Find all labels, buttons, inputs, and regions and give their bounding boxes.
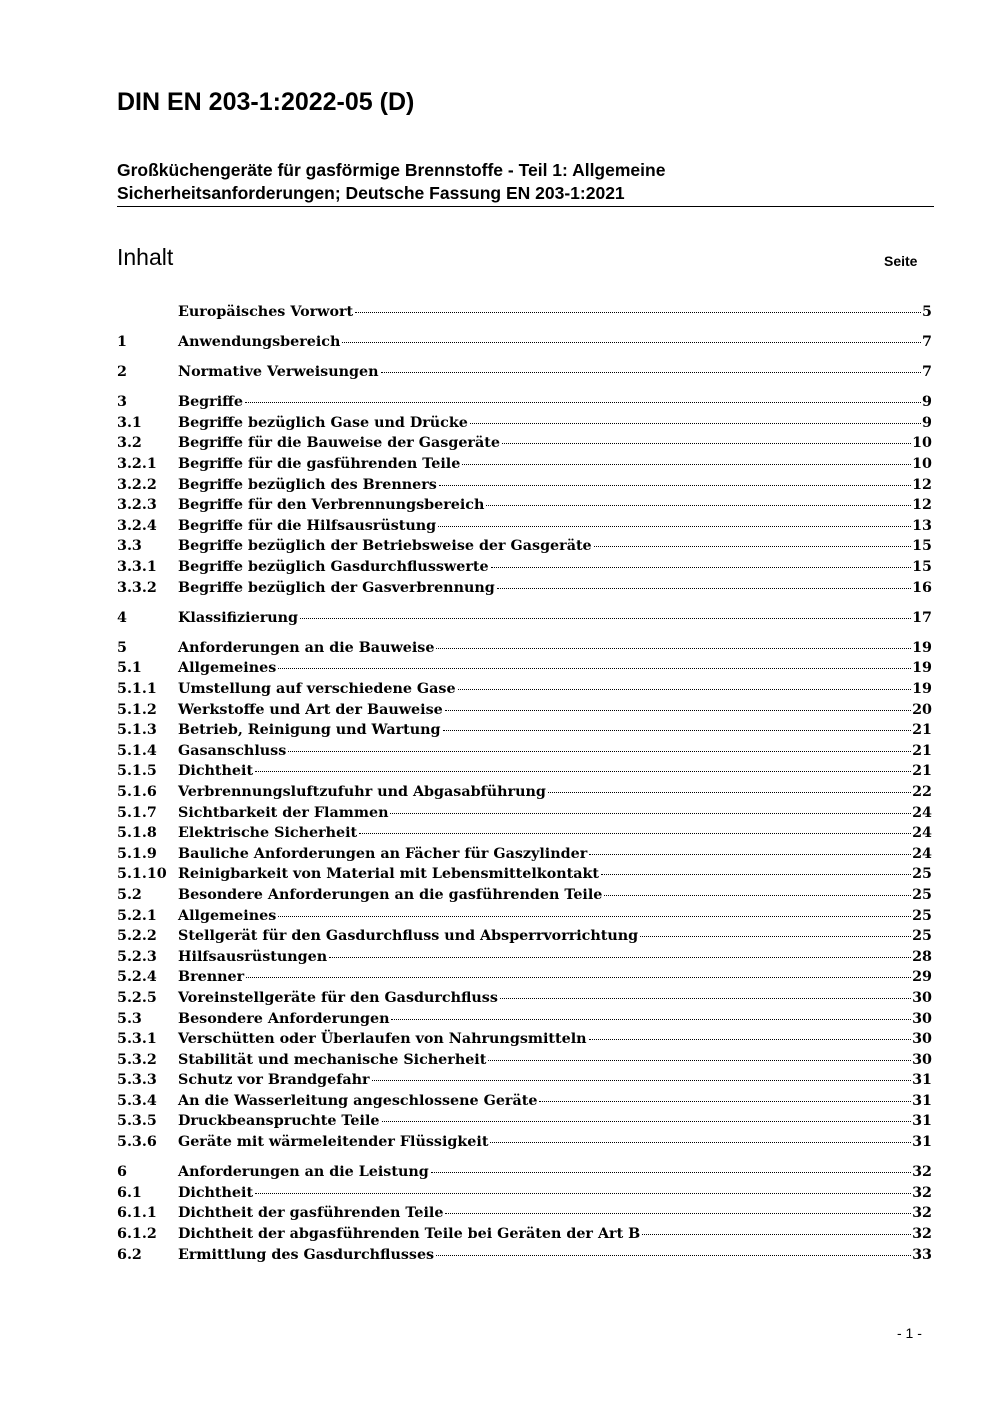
toc-entry-page: 25: [912, 907, 932, 924]
toc-entry-title: Ermittlung des Gasdurchflusses: [178, 1246, 435, 1263]
toc-dot-leader: [355, 312, 921, 313]
toc-entry[interactable]: [117, 885, 932, 906]
toc-entry-title: Brenner: [178, 969, 245, 986]
toc-entry-number: 6.2: [117, 1246, 142, 1263]
toc-entry-number: 5.1.4: [117, 742, 157, 759]
toc-entry-number: 3.2.1: [117, 456, 157, 473]
toc-dot-leader: [490, 1142, 911, 1143]
toc-entry-number: 5.1.8: [117, 825, 157, 842]
toc-dot-leader: [488, 1060, 911, 1061]
toc-dot-leader: [502, 443, 911, 444]
toc-entry[interactable]: [117, 1029, 932, 1050]
toc-entry-page: 19: [912, 660, 932, 677]
toc-entry-page: 32: [912, 1184, 932, 1201]
toc-entry[interactable]: [117, 864, 932, 885]
page-number: - 1 -: [897, 1325, 922, 1341]
toc-entry-page: 7: [922, 334, 932, 351]
toc-entry-title: Begriffe bezüglich des Brenners: [178, 476, 437, 493]
toc-entry[interactable]: [117, 761, 932, 782]
toc-entry[interactable]: [117, 1132, 932, 1153]
toc-dot-leader: [470, 423, 921, 424]
toc-entry[interactable]: [117, 1111, 932, 1132]
toc-entry-title: Reinigbarkeit von Material mit Lebensmittelkontakt: [178, 866, 600, 883]
toc-entry-title: Umstellung auf verschiedene Gase: [178, 681, 456, 697]
toc-entry-title: An die Wasserleitung angeschlossene Geräte: [178, 1092, 538, 1109]
toc-entry-page: 7: [922, 364, 932, 381]
toc-entry-page: 21: [912, 742, 932, 759]
toc-entry-page: 30: [912, 1051, 932, 1068]
toc-entry[interactable]: [117, 1203, 932, 1224]
toc-entry-page: 20: [912, 701, 932, 718]
toc-entry-page: 31: [912, 1134, 932, 1151]
toc-entry-number: 5.1.7: [117, 804, 157, 821]
toc-entry[interactable]: [117, 578, 932, 599]
toc-dot-leader: [390, 813, 911, 814]
toc-dot-leader: [589, 1039, 912, 1040]
toc-entry[interactable]: [117, 1224, 932, 1245]
toc-entry-title: Besondere Anforderungen: [178, 1010, 390, 1027]
toc-entry-title: Dichtheit: [178, 763, 254, 780]
toc-page-column-label: Seite: [884, 253, 918, 269]
toc-entry-number: 5.2: [117, 886, 142, 903]
title-divider: [117, 206, 934, 207]
toc-entry-title: Druckbeanspruchte Teile: [178, 1113, 380, 1130]
toc-entry-number: 6.1: [117, 1184, 142, 1201]
toc-dot-leader: [278, 916, 911, 917]
toc-entry[interactable]: [117, 947, 932, 968]
toc-entry-number: 3.2.3: [117, 497, 157, 514]
toc-entry[interactable]: [117, 475, 932, 496]
toc-dot-leader: [445, 710, 911, 711]
toc-entry-number: 3.3.2: [117, 579, 157, 596]
toc-dot-leader: [589, 854, 911, 855]
toc-entry-page: 32: [912, 1205, 932, 1222]
toc-entry-page: 24: [912, 825, 932, 842]
toc-entry-title: Besondere Anforderungen an die gasführenden Teile: [178, 886, 603, 903]
toc-entry-number: 5.1.3: [117, 722, 157, 739]
toc-dot-leader: [445, 1213, 911, 1214]
toc-entry-title: Verschütten oder Überlaufen von Nahrungsmitteln: [178, 1031, 587, 1048]
toc-entry-page: 24: [912, 804, 932, 821]
toc-dot-leader: [372, 1080, 912, 1081]
toc-entry-page: 21: [912, 763, 932, 780]
toc-dot-leader: [436, 1255, 911, 1256]
toc-entry-title: Gasanschluss: [178, 742, 287, 759]
toc-entry-title: Werkstoffe und Art der Bauweise: [178, 701, 443, 718]
toc-entry-number: 5.1.9: [117, 845, 157, 862]
toc-dot-leader: [539, 1101, 911, 1102]
toc-entry-number: 5.2.1: [117, 907, 157, 924]
toc-entry-page: 12: [912, 497, 932, 514]
toc-entry[interactable]: [117, 844, 932, 865]
toc-entry[interactable]: [117, 720, 932, 741]
toc-entry[interactable]: [117, 679, 932, 700]
toc-dot-leader: [382, 1121, 912, 1122]
toc-entry-number: 5.1.1: [117, 681, 157, 697]
toc-entry[interactable]: [117, 1009, 932, 1030]
toc-entry[interactable]: [117, 700, 932, 721]
toc-entry-page: 22: [912, 783, 932, 800]
toc-entry-title: Geräte mit wärmeleitender Flüssigkeit: [178, 1134, 489, 1151]
toc-entry[interactable]: [117, 392, 932, 413]
toc-entry-page: 9: [922, 414, 932, 431]
toc-dot-leader: [391, 1019, 911, 1020]
toc-entry-page: 31: [912, 1113, 932, 1130]
toc-dot-leader: [436, 648, 911, 649]
toc-dot-leader: [246, 977, 911, 978]
toc-entry-page: 10: [912, 456, 932, 473]
toc-entry-page: 30: [912, 1031, 932, 1048]
toc-dot-leader: [604, 895, 911, 896]
toc-entry-page: 19: [912, 639, 932, 656]
toc-dot-leader: [342, 342, 921, 343]
toc-entry-page: 25: [912, 928, 932, 945]
toc-entry-page: 32: [912, 1164, 932, 1181]
toc-entry-page: 30: [912, 1010, 932, 1027]
subtitle-line-1: Großküchengeräte für gasförmige Brennstoffe - Teil 1: Allgemeine: [117, 160, 666, 180]
toc-entry-title: Anforderungen an die Leistung: [178, 1164, 429, 1181]
toc-entry-title: Sichtbarkeit der Flammen: [178, 804, 389, 821]
toc-entry-title: Verbrennungsluftzufuhr und Abgasabführung: [178, 783, 546, 800]
toc-entry-page: 12: [912, 476, 932, 493]
toc-entry-number: 3.2: [117, 435, 142, 452]
toc-entry[interactable]: [117, 823, 932, 844]
toc-entry-number: 5.2.3: [117, 948, 157, 965]
toc-entry-number: 5.3.4: [117, 1092, 157, 1109]
toc-entry[interactable]: [117, 988, 932, 1009]
toc-entry[interactable]: [117, 413, 932, 434]
toc-entry[interactable]: [117, 638, 932, 659]
toc-entry[interactable]: [117, 495, 932, 516]
toc-entry-title: Begriffe bezüglich Gase und Drücke: [178, 414, 468, 431]
toc-entry-page: 24: [912, 845, 932, 862]
toc-dot-leader: [278, 668, 911, 669]
toc-entry-number: 5.1.6: [117, 783, 157, 800]
toc-entry-page: 9: [922, 394, 932, 411]
toc-dot-leader: [491, 567, 912, 568]
toc-entry-page: 29: [912, 969, 932, 986]
toc-entry-title: Elektrische Sicherheit: [178, 825, 358, 842]
toc-entry[interactable]: [117, 1162, 932, 1183]
toc-entry-page: 32: [912, 1225, 932, 1242]
toc-entry-title: Begriffe bezüglich Gasdurchflusswerte: [178, 559, 489, 576]
toc-entry[interactable]: [117, 433, 932, 454]
toc-entry-page: 33: [912, 1246, 932, 1263]
toc-entry-title: Anwendungsbereich: [178, 334, 341, 351]
toc-dot-leader: [458, 689, 912, 690]
toc-entry-page: 25: [912, 866, 932, 883]
toc-entry-number: 3.2.4: [117, 517, 157, 534]
toc-entry-page: 21: [912, 722, 932, 739]
toc-entry[interactable]: [117, 608, 932, 629]
toc-dot-leader: [500, 998, 911, 999]
toc-entry[interactable]: [117, 741, 932, 762]
toc-dot-leader: [486, 505, 911, 506]
toc-entry-number: 3: [117, 394, 127, 411]
toc-entry-page: 30: [912, 989, 932, 1006]
toc-entry-number: 3.1: [117, 414, 142, 431]
toc-entry-page: 5: [922, 304, 932, 320]
toc-entry-number: 5.3.2: [117, 1051, 157, 1068]
toc-entry-title: Europäisches Vorwort: [178, 304, 354, 320]
toc-entry-page: 10: [912, 435, 932, 452]
toc-entry-title: Klassifizierung: [178, 609, 299, 626]
toc-dot-leader: [497, 588, 911, 589]
document-subtitle: [117, 159, 933, 205]
toc-entry[interactable]: [117, 906, 932, 927]
toc-entry-number: 5.1.2: [117, 701, 157, 718]
toc-entry-number: 6.1.2: [117, 1225, 157, 1242]
toc-entry-title: Dichtheit der gasführenden Teile: [178, 1205, 444, 1222]
toc-entry-title: Dichtheit: [178, 1184, 254, 1201]
toc-dot-leader: [462, 464, 911, 465]
toc-entry[interactable]: [117, 1183, 932, 1204]
toc-entry-number: 4: [117, 609, 127, 626]
toc-dot-leader: [300, 618, 911, 619]
toc-entry-number: 5.3.1: [117, 1031, 157, 1048]
toc-entry-page: 15: [912, 559, 932, 576]
toc-entry-number: 5.2.4: [117, 969, 157, 986]
toc-entry[interactable]: [117, 332, 932, 353]
toc-entry-number: 5: [117, 639, 127, 656]
toc-entry-number: 3.3: [117, 538, 142, 555]
toc-entry[interactable]: [117, 1050, 932, 1071]
toc-entry[interactable]: [117, 1245, 932, 1266]
toc-entry-number: 6: [117, 1164, 127, 1181]
toc-entry[interactable]: [117, 302, 932, 323]
toc-entry-title: Schutz vor Brandgefahr: [178, 1072, 370, 1089]
toc-entry-title: Begriffe bezüglich der Gasverbrennung: [178, 579, 495, 596]
toc-dot-leader: [255, 771, 911, 772]
toc-entry-title: Begriffe für die Bauweise der Gasgeräte: [178, 435, 500, 452]
toc-entry[interactable]: [117, 1091, 932, 1112]
toc-entry-number: 5.3.3: [117, 1072, 157, 1089]
toc-entry-title: Voreinstellgeräte für den Gasdurchfluss: [178, 989, 498, 1006]
toc-entry[interactable]: [117, 1070, 932, 1091]
toc-entry-page: 15: [912, 538, 932, 555]
toc-entry[interactable]: [117, 454, 932, 475]
toc-dot-leader: [601, 874, 911, 875]
toc-entry-title: Begriffe bezüglich der Betriebsweise der Gasgeräte: [178, 538, 592, 555]
toc-entry-page: 16: [912, 579, 932, 596]
toc-entry-page: 25: [912, 886, 932, 903]
toc-entry[interactable]: [117, 362, 932, 383]
toc-entry-title: Betrieb, Reinigung und Wartung: [178, 722, 441, 739]
toc-dot-leader: [359, 833, 911, 834]
toc-entry-page: 17: [912, 609, 932, 626]
document-title: DIN EN 203-1:2022-05 (D): [117, 88, 415, 116]
toc-entry-page: 28: [912, 948, 932, 965]
toc-entry-number: 6.1.1: [117, 1205, 157, 1222]
toc-entry-page: 31: [912, 1072, 932, 1089]
toc-entry-number: 1: [117, 334, 127, 351]
toc-entry[interactable]: [117, 658, 932, 679]
toc-entry-page: 13: [912, 517, 932, 534]
toc-entry-title: Stellgerät für den Gasdurchfluss und Absperrvorrichtung: [178, 928, 639, 945]
toc-entry-number: 5.3.6: [117, 1134, 157, 1151]
toc-dot-leader: [255, 1193, 911, 1194]
toc-entry[interactable]: [117, 536, 932, 557]
toc-heading: Inhalt: [117, 244, 174, 270]
toc-entry-title: Anforderungen an die Bauweise: [178, 639, 435, 656]
toc-entry-number: 5.3.5: [117, 1113, 157, 1130]
toc-dot-leader: [245, 402, 921, 403]
toc-entry-number: 3.3.1: [117, 559, 157, 576]
toc-entry-number: 5.3: [117, 1010, 142, 1027]
toc-dot-leader: [640, 936, 911, 937]
toc-entry-page: 31: [912, 1092, 932, 1109]
toc-dot-leader: [381, 372, 922, 373]
toc-entry-page: 19: [912, 681, 932, 697]
toc-entry-title: Begriffe für den Verbrennungsbereich: [178, 497, 485, 514]
toc-entry-number: 5.1.10: [117, 866, 167, 883]
toc-entry[interactable]: [117, 782, 932, 803]
toc-entry-number: 5.2.5: [117, 989, 157, 1006]
toc-dot-leader: [438, 526, 911, 527]
toc-entry-number: 5.2.2: [117, 928, 157, 945]
toc-entry-number: 3.2.2: [117, 476, 157, 493]
toc-dot-leader: [431, 1172, 911, 1173]
toc-entry-title: Bauliche Anforderungen an Fächer für Gaszylinder: [178, 845, 588, 862]
toc-entry-title: Begriffe: [178, 394, 243, 411]
toc-entry-number: 5.1: [117, 660, 142, 677]
toc-dot-leader: [594, 546, 911, 547]
toc-entry[interactable]: [117, 967, 932, 988]
toc-entry-title: Normative Verweisungen: [178, 364, 379, 381]
toc-dot-leader: [288, 751, 911, 752]
toc-entry-title: Allgemeines: [178, 660, 277, 677]
toc-entry-title: Dichtheit der abgasführenden Teile bei Geräten der Art B: [178, 1225, 641, 1242]
toc-entry[interactable]: [117, 926, 932, 947]
toc-entry-title: Begriffe für die gasführenden Teile: [178, 456, 461, 473]
toc-entry-title: Hilfsausrüstungen: [178, 948, 328, 965]
toc-dot-leader: [548, 792, 911, 793]
toc-entry-title: Stabilität und mechanische Sicherheit: [178, 1051, 487, 1068]
subtitle-line-2: Sicherheitsanforderungen; Deutsche Fassung EN 203-1:2021: [117, 183, 625, 203]
toc-entry[interactable]: [117, 803, 932, 824]
toc-entry[interactable]: [117, 557, 932, 578]
toc-dot-leader: [443, 730, 912, 731]
toc-dot-leader: [329, 957, 911, 958]
table-of-contents: [117, 302, 932, 1265]
toc-entry-title: Begriffe für die Hilfsausrüstung: [178, 517, 437, 534]
toc-dot-leader: [439, 485, 911, 486]
toc-entry-number: 2: [117, 364, 127, 381]
toc-entry[interactable]: [117, 516, 932, 537]
toc-dot-leader: [642, 1234, 911, 1235]
toc-entry-title: Allgemeines: [178, 907, 277, 924]
toc-entry-number: 5.1.5: [117, 763, 157, 780]
